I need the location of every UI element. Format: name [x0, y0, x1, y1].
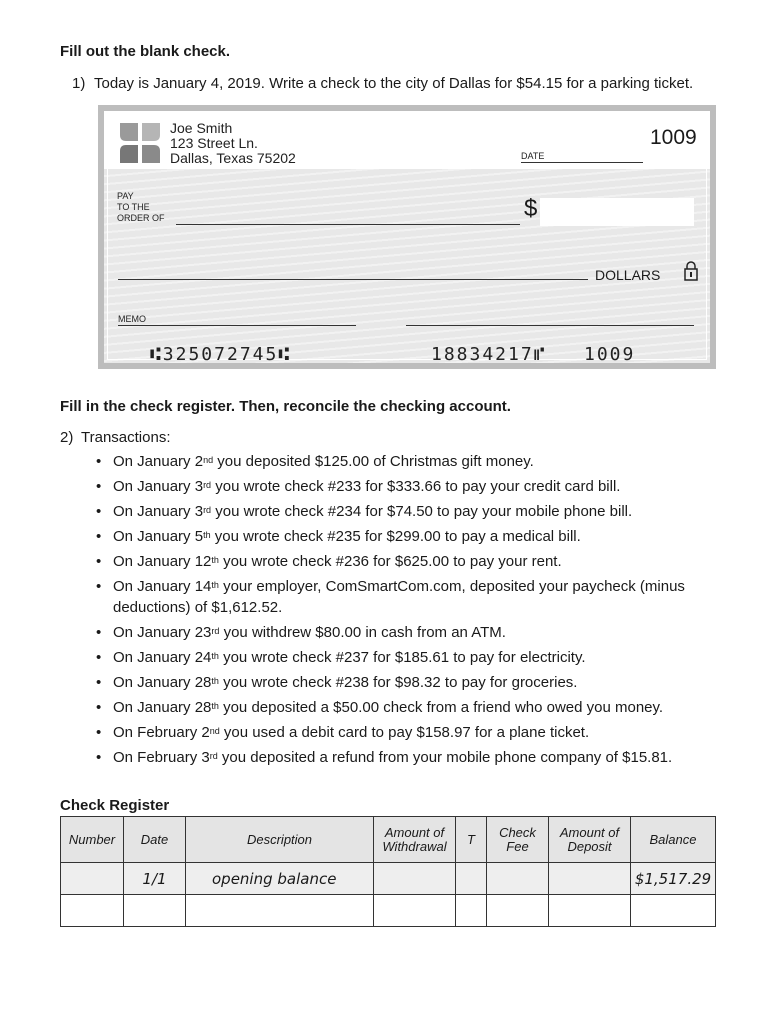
ordinal-suffix: th	[211, 580, 219, 590]
table-row	[61, 863, 716, 895]
order-of-label: ORDER OF	[117, 213, 165, 223]
signature-line[interactable]	[406, 325, 694, 326]
date-line[interactable]	[521, 162, 643, 163]
cell-fee[interactable]	[487, 863, 549, 895]
transaction-item	[94, 623, 734, 644]
cell-t[interactable]	[456, 895, 487, 927]
cell-withdrawal[interactable]	[374, 895, 456, 927]
ordinal-suffix: rd	[203, 505, 212, 515]
payee-line[interactable]	[176, 224, 520, 225]
micr-check-number: 1009	[584, 344, 636, 365]
transaction-text: On February 3	[113, 748, 210, 766]
cell-description[interactable]	[186, 895, 374, 927]
transaction-text: On January 24	[113, 648, 212, 666]
header-deposit-line1: Amount of	[559, 824, 620, 840]
memo-line[interactable]	[118, 325, 356, 326]
bank-logo-icon	[118, 121, 164, 167]
amount-box[interactable]	[540, 198, 694, 226]
header-withdrawal	[374, 817, 456, 863]
header-date: Date	[124, 817, 186, 863]
check-number: 1009	[650, 126, 697, 149]
ordinal-suffix: rd	[203, 480, 212, 490]
header-balance: Balance	[631, 817, 716, 863]
header-withdrawal-line1: Amount of	[384, 824, 445, 840]
transaction-text: you deposited a refund from your mobile phone company of $15.81.	[217, 748, 673, 766]
transaction-text: On January 3	[113, 503, 204, 520]
header-fee-line1: Check	[499, 824, 536, 840]
bullet-icon: •	[96, 453, 102, 470]
blank-check	[98, 105, 716, 369]
written-amount-line[interactable]	[118, 279, 588, 280]
transactions-list	[94, 452, 734, 773]
transaction-text: On January 23	[113, 623, 212, 641]
section2-heading: Fill in the check register. Then, reconcile the checking account.	[60, 398, 511, 415]
account-number: 18834217⑈	[431, 344, 547, 365]
transaction-item	[94, 723, 734, 744]
ordinal-suffix: th	[211, 555, 219, 565]
transaction-item	[94, 527, 734, 548]
dollars-label: DOLLARS	[595, 267, 661, 283]
transaction-text: you wrote check #238 for $98.32 to pay for groceries.	[218, 673, 578, 691]
item2-number: 2)	[60, 429, 74, 446]
bullet-icon: •	[96, 723, 102, 741]
item2-label: Transactions:	[81, 429, 171, 446]
transaction-text: On January 12	[113, 553, 212, 570]
header-withdrawal-line2: Withdrawal	[382, 838, 447, 854]
pay-label: PAY	[117, 191, 134, 201]
cell-number[interactable]	[61, 895, 124, 927]
transaction-text: On January 28	[113, 673, 212, 691]
header-description: Description	[186, 817, 374, 863]
owner-name: Joe Smith	[170, 120, 233, 136]
item1-number: 1)	[72, 75, 86, 92]
bullet-icon: •	[96, 578, 102, 595]
table-row	[61, 895, 716, 927]
transaction-item	[94, 748, 734, 769]
transaction-text: On January 3	[113, 478, 204, 495]
transaction-text: you wrote check #236 for $625.00 to pay your rent.	[218, 553, 562, 570]
transaction-text: your employer, ComSmartCom.com, deposited your paycheck (minus deductions) of $1,612.52.	[113, 578, 685, 616]
transaction-text: you deposited $125.00 of Christmas gift money.	[213, 453, 534, 470]
ordinal-suffix: nd	[209, 725, 220, 736]
cell-description[interactable]: opening balance	[186, 863, 374, 895]
ordinal-suffix: th	[211, 675, 219, 686]
transaction-text: On January 28	[113, 698, 212, 716]
bullet-icon: •	[96, 553, 102, 570]
bullet-icon: •	[96, 748, 102, 766]
header-t: T	[456, 817, 487, 863]
memo-label: MEMO	[118, 314, 146, 324]
transaction-item	[94, 477, 734, 498]
table-header-row	[61, 817, 716, 863]
transaction-text: you deposited a $50.00 check from a friend who owed you money.	[218, 698, 664, 716]
section1-heading: Fill out the blank check.	[60, 43, 231, 60]
cell-deposit[interactable]	[549, 863, 631, 895]
owner-street: 123 Street Ln.	[170, 135, 258, 151]
header-fee	[487, 817, 549, 863]
transaction-item	[94, 552, 734, 573]
transaction-item	[94, 673, 734, 694]
transaction-text: you used a debit card to pay $158.97 for a plane ticket.	[219, 723, 590, 741]
transaction-text: On January 5	[113, 528, 204, 545]
dollar-sign: $	[524, 195, 538, 222]
bullet-icon: •	[96, 698, 102, 716]
transaction-text: On February 2	[113, 723, 210, 741]
header-fee-line2: Fee	[506, 838, 529, 854]
ordinal-suffix: th	[211, 650, 219, 661]
cell-deposit[interactable]	[549, 895, 631, 927]
register-title: Check Register	[60, 797, 170, 814]
transaction-item	[94, 577, 734, 618]
cell-withdrawal[interactable]	[374, 863, 456, 895]
ordinal-suffix: th	[203, 530, 211, 540]
transaction-text: you withdrew $80.00 in cash from an ATM.	[219, 623, 506, 641]
bullet-icon: •	[96, 648, 102, 666]
cell-date[interactable]: 1/1	[124, 863, 186, 895]
header-deposit	[549, 817, 631, 863]
transaction-text: On January 14	[113, 578, 212, 595]
header-deposit-line2: Deposit	[567, 838, 612, 854]
routing-number: ⑆325072745⑆	[150, 344, 292, 365]
cell-number[interactable]	[61, 863, 124, 895]
bullet-icon: •	[96, 528, 102, 545]
transaction-text: you wrote check #233 for $333.66 to pay your credit card bill.	[211, 478, 621, 495]
item1-text: Today is January 4, 2019. Write a check to the city of Dallas for $54.15 for a parking ticket.	[94, 75, 694, 92]
ordinal-suffix: th	[211, 700, 219, 711]
bullet-icon: •	[96, 623, 102, 641]
cell-date[interactable]	[124, 895, 186, 927]
to-the-label: TO THE	[117, 202, 150, 212]
transaction-item	[94, 648, 734, 669]
cell-balance[interactable]	[631, 895, 716, 927]
cell-balance[interactable]: $1,517.29	[631, 863, 716, 895]
transaction-item	[94, 452, 734, 473]
date-label: DATE	[521, 151, 545, 161]
header-number: Number	[61, 817, 124, 863]
transaction-item	[94, 502, 734, 523]
ordinal-suffix: rd	[209, 750, 218, 761]
owner-city: Dallas, Texas 75202	[170, 150, 296, 166]
bullet-icon: •	[96, 478, 102, 495]
transaction-text: you wrote check #235 for $299.00 to pay a medical bill.	[210, 528, 581, 545]
transaction-item	[94, 698, 734, 719]
check-register-table	[60, 816, 716, 927]
cell-t[interactable]	[456, 863, 487, 895]
bullet-icon: •	[96, 673, 102, 691]
transaction-text: On January 2	[113, 453, 204, 470]
lock-icon	[683, 260, 699, 282]
transaction-text: you wrote check #237 for $185.61 to pay for electricity.	[218, 648, 586, 666]
transaction-text: you wrote check #234 for $74.50 to pay your mobile phone bill.	[211, 503, 633, 520]
ordinal-suffix: rd	[211, 625, 220, 636]
cell-fee[interactable]	[487, 895, 549, 927]
bullet-icon: •	[96, 503, 102, 520]
ordinal-suffix: nd	[203, 455, 214, 465]
